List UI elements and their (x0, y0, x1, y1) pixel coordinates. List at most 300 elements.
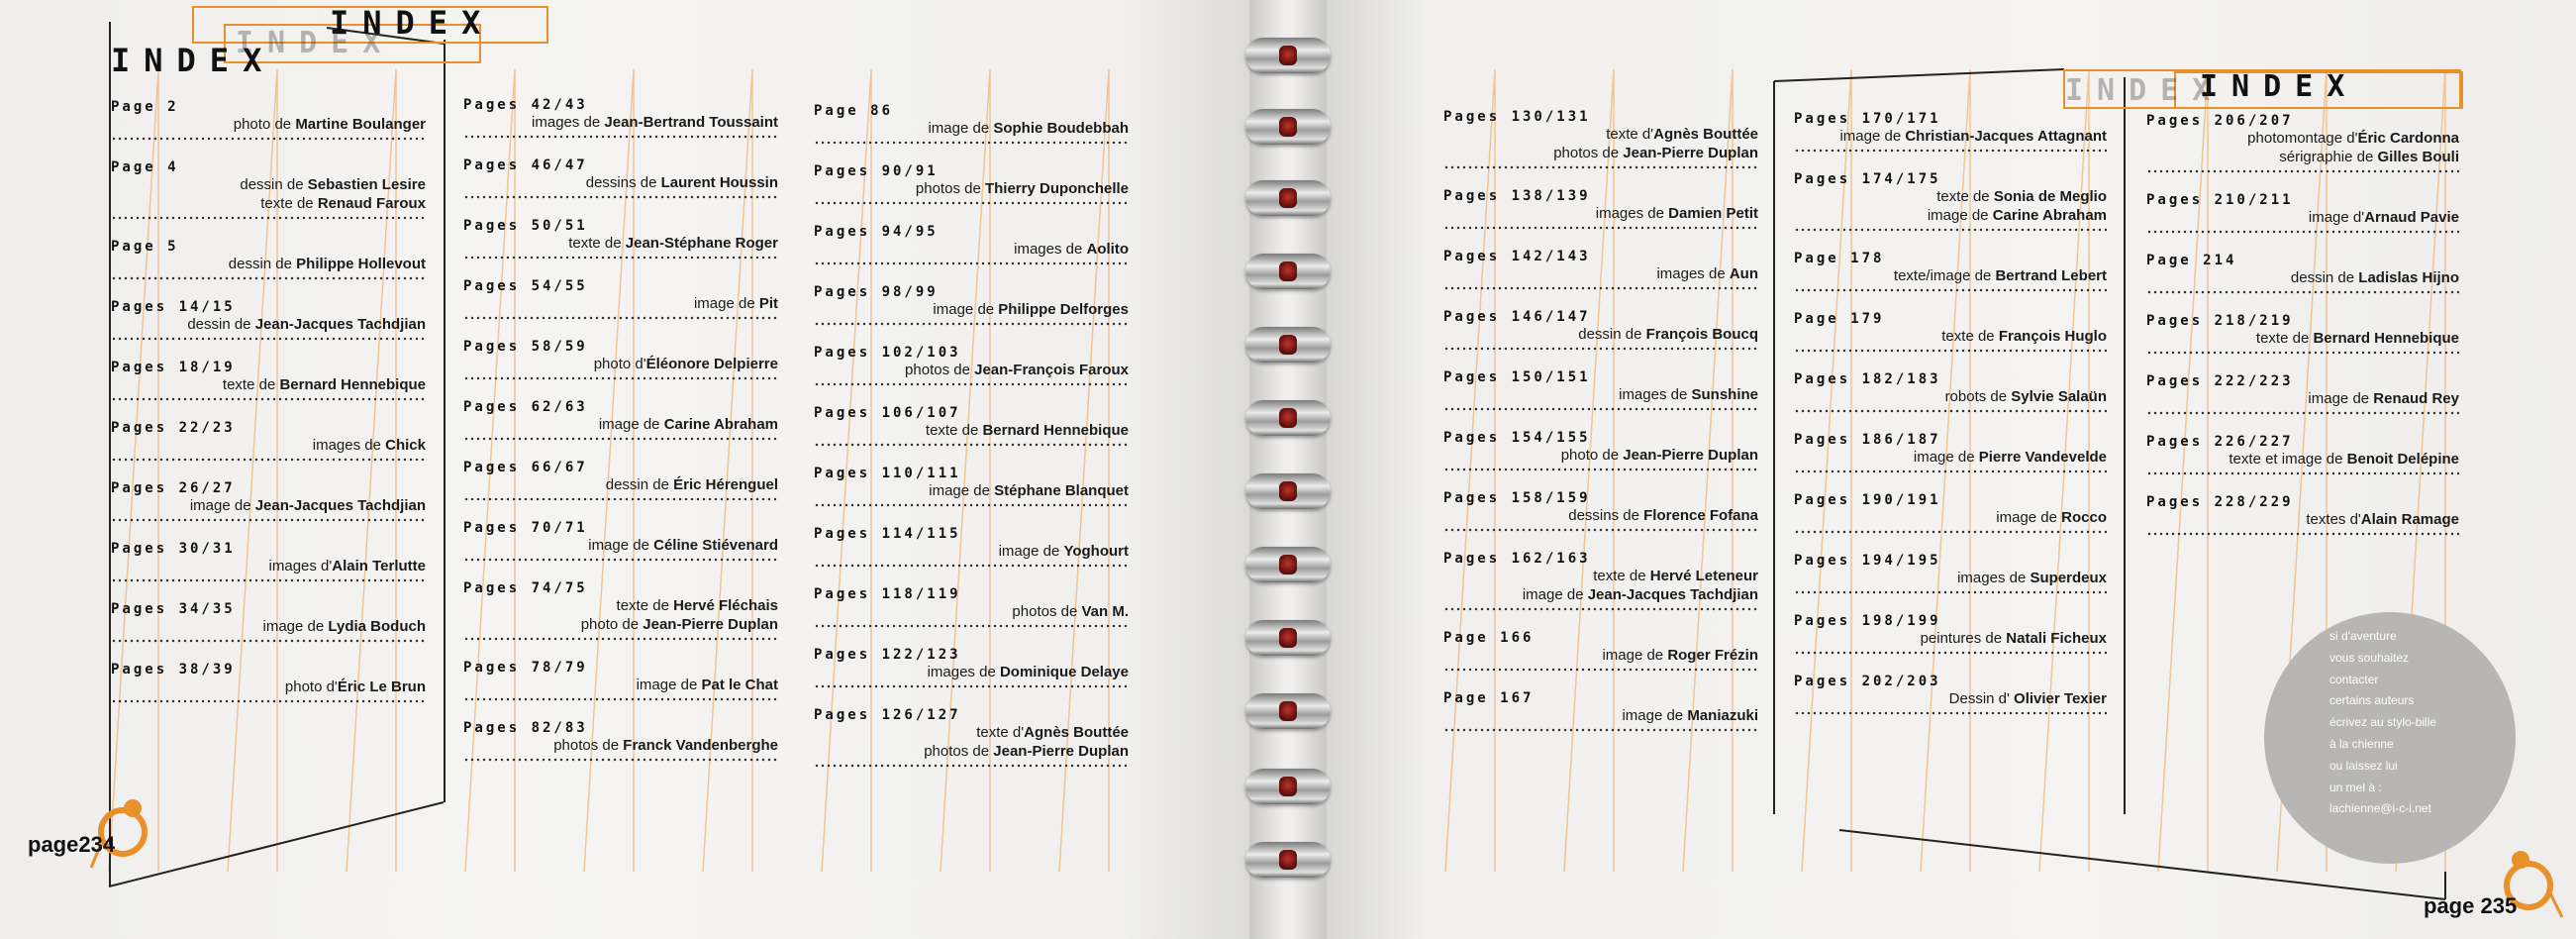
credit-line (111, 436, 426, 455)
credit-name: Philippe Delforges (998, 301, 1129, 318)
credit-role: dessin de (240, 176, 308, 193)
credit-name: Rocco (2061, 509, 2107, 526)
credit-name: Éric Cardonna (2357, 130, 2459, 147)
page-reference: Pages 194/195 (1794, 553, 1941, 569)
index-entry (814, 405, 1129, 448)
credit-name: Carine Abraham (663, 416, 778, 433)
page-reference: Pages 46/47 (463, 157, 588, 173)
credit-name: Franck Vandenberghe (623, 737, 778, 754)
index-entry (1794, 251, 2107, 293)
page-reference: Pages 182/183 (1794, 371, 1941, 387)
binding-ring (1245, 109, 1331, 145)
index-entry (814, 586, 1129, 629)
credit-role: dessin de (2290, 269, 2359, 286)
credit-name: Aolito (1086, 241, 1129, 258)
index-title-ghost-right: INDEX (2065, 73, 2225, 108)
index-column-right-2 (1794, 111, 2107, 734)
credit-name: Superdeux (2030, 570, 2107, 586)
dotted-rule (814, 683, 1129, 689)
credit-line (1794, 387, 2107, 406)
credit-role: image de (693, 295, 759, 312)
dotted-rule (1443, 346, 1758, 352)
credit-name: Florence Fofana (1643, 507, 1758, 524)
contact-line: vous souhaitez (2329, 650, 2410, 665)
page-reference: Pages 58/59 (463, 339, 588, 355)
credit-line (814, 663, 1129, 681)
index-entry (1794, 492, 2107, 535)
credit-name: Benoit Delépine (2346, 451, 2459, 468)
dotted-rule (1443, 667, 1758, 673)
page-reference: Pages 30/31 (111, 541, 236, 557)
credit-line (2146, 329, 2459, 348)
page-reference: Pages 122/123 (814, 647, 961, 663)
dotted-rule (1443, 225, 1758, 231)
credit-name: Sonia de Meglio (1993, 188, 2107, 205)
credit-line (2146, 148, 2459, 166)
page-reference: Pages 82/83 (463, 720, 588, 736)
page-reference: Pages 106/107 (814, 405, 961, 421)
credit-line (814, 300, 1129, 319)
page-reference: Page 166 (1443, 630, 1535, 646)
credit-role: peintures de (1920, 630, 2007, 647)
index-column-left-2 (463, 97, 778, 781)
index-entry (111, 360, 426, 402)
credit-role: image de (636, 677, 702, 693)
page-reference: Pages 206/207 (2146, 113, 2294, 129)
page-reference: Pages 110/111 (814, 466, 961, 481)
index-entry (814, 707, 1129, 769)
contact-line: à la chienne (2329, 736, 2394, 751)
credit-line (814, 723, 1129, 742)
page-reference: Pages 54/55 (463, 278, 588, 294)
dotted-rule (111, 698, 426, 704)
credit-line (2146, 510, 2459, 529)
binding-ring (1245, 693, 1331, 729)
index-entry (1443, 430, 1758, 472)
contact-line: si d'aventure (2329, 629, 2397, 643)
binding-ring (1245, 327, 1331, 363)
credit-line (1443, 506, 1758, 525)
dotted-rule (1794, 529, 2107, 535)
page-reference: Pages 66/67 (463, 460, 588, 475)
credit-name: Jean-Stéphane Roger (625, 235, 778, 252)
dotted-rule (1443, 467, 1758, 472)
credit-name: Sunshine (1691, 386, 1758, 403)
credit-line (1443, 706, 1758, 725)
credit-name: Philippe Hollevout (296, 256, 426, 272)
credit-line (1794, 127, 2107, 146)
credit-line (463, 676, 778, 694)
credit-role: image de (1927, 207, 1993, 224)
credit-role: images de (1014, 241, 1087, 258)
credit-line (814, 240, 1129, 259)
index-entry (814, 526, 1129, 569)
index-entry (2146, 373, 2459, 416)
credit-name: Alain Terlutte (332, 558, 426, 574)
index-entry (111, 662, 426, 704)
credit-line (1443, 446, 1758, 465)
credit-role: texte de (260, 195, 318, 212)
credit-name: Sophie Boudebbah (993, 120, 1129, 137)
credit-name: Éléonore Delpierre (645, 356, 778, 372)
page-reference: Pages 150/151 (1443, 369, 1591, 385)
index-entry (1794, 111, 2107, 154)
credit-role: image de (189, 497, 255, 514)
credit-name: Céline Stiévenard (653, 537, 778, 554)
binding-ring (1245, 620, 1331, 656)
credit-name: Aun (1729, 265, 1758, 282)
page-reference: Pages 26/27 (111, 480, 236, 496)
credit-line (111, 315, 426, 334)
credit-role: texte de (1936, 188, 1994, 205)
index-entry (2146, 113, 2459, 174)
credit-role: photos de (1012, 603, 1082, 620)
contact-line: un mel à : (2329, 780, 2382, 794)
credit-name: Roger Frézin (1667, 647, 1758, 664)
binding-ring (1245, 769, 1331, 804)
index-entry (1443, 109, 1758, 170)
index-column-right-3 (2146, 113, 2459, 555)
credit-name: Laurent Houssin (660, 174, 778, 191)
credit-line (111, 617, 426, 636)
dotted-rule (463, 436, 778, 442)
credit-role: images de (1957, 570, 2031, 586)
page-reference: Pages 210/211 (2146, 192, 2294, 208)
dotted-rule (463, 557, 778, 563)
index-entry (814, 466, 1129, 508)
page-reference: Page 178 (1794, 251, 1885, 266)
page-reference: Pages 70/71 (463, 520, 588, 536)
index-entry (1794, 171, 2107, 233)
credit-role: texte d' (1606, 126, 1654, 143)
credit-role: image de (928, 120, 994, 137)
credit-role: image d' (2308, 209, 2365, 226)
page-reference: Page 179 (1794, 311, 1885, 327)
index-entry (1443, 188, 1758, 231)
credit-line (1794, 206, 2107, 225)
credit-line (463, 294, 778, 313)
credit-role: photo de (580, 616, 644, 633)
index-entry (1443, 690, 1758, 733)
contact-line: contacter (2329, 672, 2379, 686)
dotted-rule (463, 757, 778, 763)
dotted-rule (111, 215, 426, 221)
page-reference: Pages 114/115 (814, 526, 961, 542)
page-reference: Page 86 (814, 103, 894, 119)
index-entry (814, 284, 1129, 327)
credit-name: Van M. (1081, 603, 1129, 620)
credit-role: image de (1622, 707, 1688, 724)
page-reference: Pages 18/19 (111, 360, 236, 375)
credit-role: image de (598, 416, 664, 433)
credit-name: Jean-Jacques Tachdjian (254, 497, 426, 514)
credit-role: photo de (1560, 447, 1624, 464)
dotted-rule (111, 457, 426, 463)
index-entry (463, 460, 778, 502)
index-entry (814, 103, 1129, 146)
index-entry (2146, 253, 2459, 295)
index-entry (111, 480, 426, 523)
index-column-left-3 (814, 103, 1129, 786)
credit-name: François Huglo (1998, 328, 2107, 345)
credit-role: dessin de (187, 316, 255, 333)
credit-line (814, 119, 1129, 138)
credit-line (1794, 569, 2107, 587)
dotted-rule (814, 442, 1129, 448)
page-reference: Pages 42/43 (463, 97, 588, 113)
page-number-value-right: 235 (2480, 893, 2518, 918)
dotted-rule (1794, 469, 2107, 474)
credit-name: Bernard Hennebique (2313, 330, 2459, 347)
binding-ring (1245, 180, 1331, 216)
dotted-rule (2146, 470, 2459, 476)
credit-line (814, 542, 1129, 561)
page-reference: Pages 34/35 (111, 601, 236, 617)
credit-line (1443, 585, 1758, 604)
index-entry (814, 163, 1129, 206)
credit-line (1794, 689, 2107, 708)
credit-line (463, 234, 778, 253)
credit-name: Agnès Bouttée (1024, 724, 1129, 741)
page-label-left: page (28, 832, 79, 857)
dotted-rule (1443, 606, 1758, 612)
credit-role: texte de (1941, 328, 1999, 345)
credit-line (814, 481, 1129, 500)
credit-name: Renaud Rey (2373, 390, 2459, 407)
dotted-rule (463, 194, 778, 200)
page-reference: Page 5 (111, 239, 179, 255)
credit-name: Éric Le Brun (337, 678, 426, 695)
contact-line: écrivez au stylo-bille (2329, 715, 2437, 730)
credit-role: images de (1595, 205, 1669, 222)
credit-line (814, 179, 1129, 198)
credit-line (2146, 129, 2459, 148)
credit-line (111, 255, 426, 273)
credit-name: François Boucq (1645, 326, 1758, 343)
credit-name: Jean-Jacques Tachdjian (1587, 586, 1758, 603)
credit-line (111, 194, 426, 213)
page-reference: Page 214 (2146, 253, 2237, 268)
page-reference: Page 4 (111, 159, 179, 175)
credit-name: Jean-Pierre Duplan (1623, 145, 1758, 161)
credit-role: images de (532, 114, 605, 131)
page-reference: Pages 78/79 (463, 660, 588, 676)
credit-name: Éric Hérenguel (673, 476, 778, 493)
dotted-rule (2146, 410, 2459, 416)
binding-ring (1245, 400, 1331, 436)
credit-line (1794, 266, 2107, 285)
credit-name: Chick (385, 437, 426, 454)
dotted-rule (111, 275, 426, 281)
index-entry (1443, 490, 1758, 533)
dotted-rule (2146, 531, 2459, 537)
page-reference: Pages 226/227 (2146, 434, 2294, 450)
credit-line (1443, 325, 1758, 344)
credit-line (1443, 567, 1758, 585)
credit-name: Jean-François Faroux (974, 362, 1129, 378)
credit-line (814, 421, 1129, 440)
credit-line (463, 113, 778, 132)
binding-ring (1245, 842, 1331, 878)
page-reference: Pages 74/75 (463, 580, 588, 596)
dotted-rule (1794, 408, 2107, 414)
index-entry (463, 157, 778, 200)
index-entry (1794, 613, 2107, 656)
credit-name: Pit (758, 295, 778, 312)
page-reference: Pages 146/147 (1443, 309, 1591, 325)
credit-name: Stéphane Blanquet (994, 482, 1129, 499)
credit-role: images de (1656, 265, 1730, 282)
credit-role: texte d' (976, 724, 1025, 741)
page-reference: Pages 38/39 (111, 662, 236, 678)
dotted-rule (1794, 148, 2107, 154)
credit-role: texte de (568, 235, 626, 252)
credit-role: texte et image de (2229, 451, 2347, 468)
credit-name: Alain Ramage (2360, 511, 2459, 528)
dotted-rule (1794, 287, 2107, 293)
credit-name: Damien Petit (1668, 205, 1758, 222)
dotted-rule (111, 577, 426, 583)
page-reference: Pages 94/95 (814, 224, 939, 240)
binding-ring (1245, 473, 1331, 509)
credit-role: images d' (268, 558, 333, 574)
credit-line (814, 361, 1129, 379)
page-reference: Pages 14/15 (111, 299, 236, 315)
dotted-rule (1443, 406, 1758, 412)
credit-role: photos de (915, 180, 985, 197)
credit-name: Jean-Pierre Duplan (1623, 447, 1758, 464)
credit-name: Gilles Bouli (2377, 149, 2459, 165)
credit-role: image de (1522, 586, 1588, 603)
credit-name: Bertrand Lebert (1995, 267, 2107, 284)
dotted-rule (111, 136, 426, 142)
binding-ring (1245, 547, 1331, 582)
page-reference: Pages 170/171 (1794, 111, 1941, 127)
credit-role: image de (933, 301, 999, 318)
credit-role: image de (2308, 390, 2374, 407)
page-reference: Pages 102/103 (814, 345, 961, 361)
index-entry (1443, 630, 1758, 673)
index-entry (1794, 553, 2107, 595)
index-title-ghost-left: INDEX (236, 26, 395, 60)
index-entry (1794, 371, 2107, 414)
page-reference: Pages 174/175 (1794, 171, 1941, 187)
page-reference: Pages 138/139 (1443, 188, 1591, 204)
credit-name: Arnaud Pavie (2364, 209, 2459, 226)
page-reference: Pages 142/143 (1443, 249, 1591, 264)
index-entry (463, 399, 778, 442)
dotted-rule (463, 134, 778, 140)
dotted-rule (814, 502, 1129, 508)
dotted-rule (1794, 227, 2107, 233)
credit-name: Christian-Jacques Attagnant (1905, 128, 2107, 145)
index-entry (463, 580, 778, 642)
dotted-rule (2146, 168, 2459, 174)
dotted-rule (1794, 650, 2107, 656)
credit-name: Hervé Leteneur (1649, 568, 1758, 584)
credit-role: photomontage d' (2247, 130, 2358, 147)
credit-line (2146, 450, 2459, 469)
page-reference: Pages 198/199 (1794, 613, 1941, 629)
credit-name: Jean-Pierre Duplan (993, 743, 1129, 760)
page-reference: Pages 162/163 (1443, 551, 1591, 567)
credit-role: photo de (233, 116, 296, 133)
index-entry (1794, 432, 2107, 474)
index-entry (111, 420, 426, 463)
page-number-value-left: 234 (78, 832, 116, 857)
credit-role: image de (262, 618, 329, 635)
index-entry (463, 660, 778, 702)
contact-line: ou laissez lui (2329, 758, 2398, 773)
dotted-rule (1794, 348, 2107, 354)
credit-role: image de (1996, 509, 2062, 526)
credit-name: Jean-Bertrand Toussaint (604, 114, 778, 131)
credit-name: Jean-Jacques Tachdjian (254, 316, 426, 333)
credit-line (111, 678, 426, 696)
credit-role: photo d' (284, 678, 338, 695)
index-entry (2146, 313, 2459, 356)
credit-role: images de (927, 664, 1000, 680)
credit-name: Sebastien Lesire (307, 176, 426, 193)
dotted-rule (1443, 285, 1758, 291)
credit-role: image de (1913, 449, 1979, 466)
credit-line (463, 596, 778, 615)
contact-line: certains auteurs (2329, 693, 2415, 708)
credit-line (1794, 629, 2107, 648)
credit-line (463, 355, 778, 373)
binding-ring (1245, 254, 1331, 289)
dotted-rule (1794, 589, 2107, 595)
credit-line (1443, 144, 1758, 162)
page-reference: Pages 98/99 (814, 284, 939, 300)
credit-line (814, 602, 1129, 621)
credit-line (1794, 508, 2107, 527)
dotted-rule (1443, 164, 1758, 170)
dotted-rule (463, 375, 778, 381)
index-entry (2146, 494, 2459, 537)
index-entry (463, 520, 778, 563)
page-reference: Pages 62/63 (463, 399, 588, 415)
dotted-rule (2146, 289, 2459, 295)
credit-role: sérigraphie de (2279, 149, 2378, 165)
page-reference: Pages 126/127 (814, 707, 961, 723)
page-reference: Pages 190/191 (1794, 492, 1941, 508)
credit-role: image de (929, 482, 995, 499)
index-title-right: INDEX (2200, 69, 2359, 104)
page-number-ornament-left (77, 784, 166, 874)
dotted-rule (814, 321, 1129, 327)
credit-role: texte de (2255, 330, 2314, 347)
index-entry (463, 339, 778, 381)
credit-role: dessins de (1568, 507, 1644, 524)
dotted-rule (111, 336, 426, 342)
index-entry (111, 601, 426, 644)
index-title-left-top: INDEX (330, 4, 495, 42)
credit-name: Pierre Vandevelde (1978, 449, 2107, 466)
page-number-right (2424, 893, 2517, 919)
index-entry (111, 541, 426, 583)
credit-line (2146, 268, 2459, 287)
credit-name: Ladislas Hijno (2358, 269, 2459, 286)
credit-line (1794, 327, 2107, 346)
page-reference: Pages 228/229 (2146, 494, 2294, 510)
credit-role: robots de (1944, 388, 2012, 405)
dotted-rule (814, 200, 1129, 206)
dotted-rule (2146, 350, 2459, 356)
page-reference: Pages 50/51 (463, 218, 588, 234)
credit-line (111, 115, 426, 134)
index-column-right-1 (1443, 109, 1758, 751)
